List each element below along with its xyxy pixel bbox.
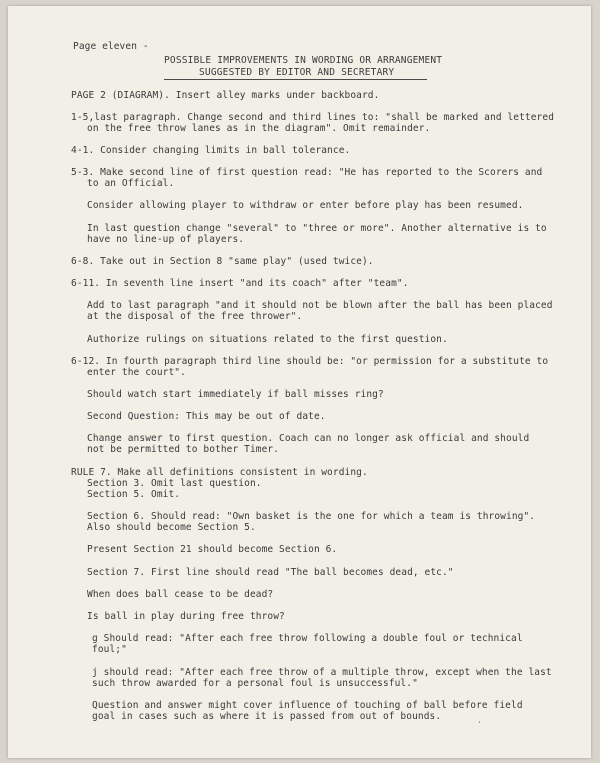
- title-line-1: POSSIBLE IMPROVEMENTS IN WORDING OR ARRANGEMENT: [164, 55, 443, 66]
- title-line-2: SUGGESTED BY EDITOR AND SECRETARY: [199, 67, 395, 78]
- body-line: foul;": [92, 644, 127, 655]
- body-line: Should watch start immediately if ball misses ring?: [87, 389, 384, 400]
- body-line: Change answer to first question. Coach can no longer ask official and should: [87, 433, 530, 444]
- body-line: Section 5. Omit.: [87, 489, 181, 500]
- body-line: 6-8. Take out in Section 8 "same play" (used twice).: [71, 256, 374, 267]
- body-line: such throw awarded for a personal foul is unsuccessful.": [92, 678, 418, 689]
- body-line: Also should become Section 5.: [87, 522, 256, 533]
- body-line: Is ball in play during free throw?: [87, 611, 285, 622]
- stray-pencil-mark-icon: ⋅: [477, 718, 482, 727]
- title-underline: [164, 79, 427, 80]
- body-line: enter the court".: [87, 367, 186, 378]
- body-line: 5-3. Make second line of first question read: "He has reported to the Scorers and: [71, 167, 543, 178]
- body-line: Authorize rulings on situations related to the first question.: [87, 334, 448, 345]
- body-line: not be permitted to bother Timer.: [87, 444, 280, 455]
- body-line: Add to last paragraph "and it should not be blown after the ball has been placed: [87, 300, 553, 311]
- body-line: Section 3. Omit last question.: [87, 478, 262, 489]
- body-line: j should read: "After each free throw of a multiple throw, except when the last: [92, 667, 552, 678]
- body-line: When does ball cease to be dead?: [87, 589, 274, 600]
- body-line: Section 6. Should read: "Own basket is the one for which a team is throwing".: [87, 511, 536, 522]
- body-line: PAGE 2 (DIAGRAM). Insert alley marks under backboard.: [71, 90, 380, 101]
- body-line: 1-5,last paragraph. Change second and third lines to: "shall be marked and lettered: [71, 112, 555, 123]
- body-line: Consider allowing player to withdraw or enter before play has been resumed.: [87, 200, 524, 211]
- body-line: at the disposal of the free thrower".: [87, 311, 303, 322]
- body-line: to an Official.: [87, 178, 175, 189]
- body-line: 4-1. Consider changing limits in ball tolerance.: [71, 145, 351, 156]
- body-line: In last question change "several" to "three or more". Another alternative is to: [87, 223, 547, 234]
- body-line: have no line-up of players.: [87, 234, 245, 245]
- page-label: Page eleven -: [73, 41, 149, 52]
- body-line: g Should read: "After each free throw following a double foul or technical: [92, 633, 523, 644]
- body-line: 6-12. In fourth paragraph third line should be: "or permission for a substitute to: [71, 356, 549, 367]
- body-line: Present Section 21 should become Section 6.: [87, 544, 338, 555]
- body-line: Section 7. First line should read "The ball becomes dead, etc.": [87, 567, 454, 578]
- body-line: Second Question: This may be out of date.: [87, 411, 326, 422]
- body-line: RULE 7. Make all definitions consistent in wording.: [71, 467, 368, 478]
- body-line: on the free throw lanes as in the diagram". Omit remainder.: [87, 123, 431, 134]
- body-line: goal in cases such as where it is passed from out of bounds.: [92, 711, 442, 722]
- body-line: 6-11. In seventh line insert "and its coach" after "team".: [71, 278, 409, 289]
- body-line: Question and answer might cover influence of touching of ball before field: [92, 700, 523, 711]
